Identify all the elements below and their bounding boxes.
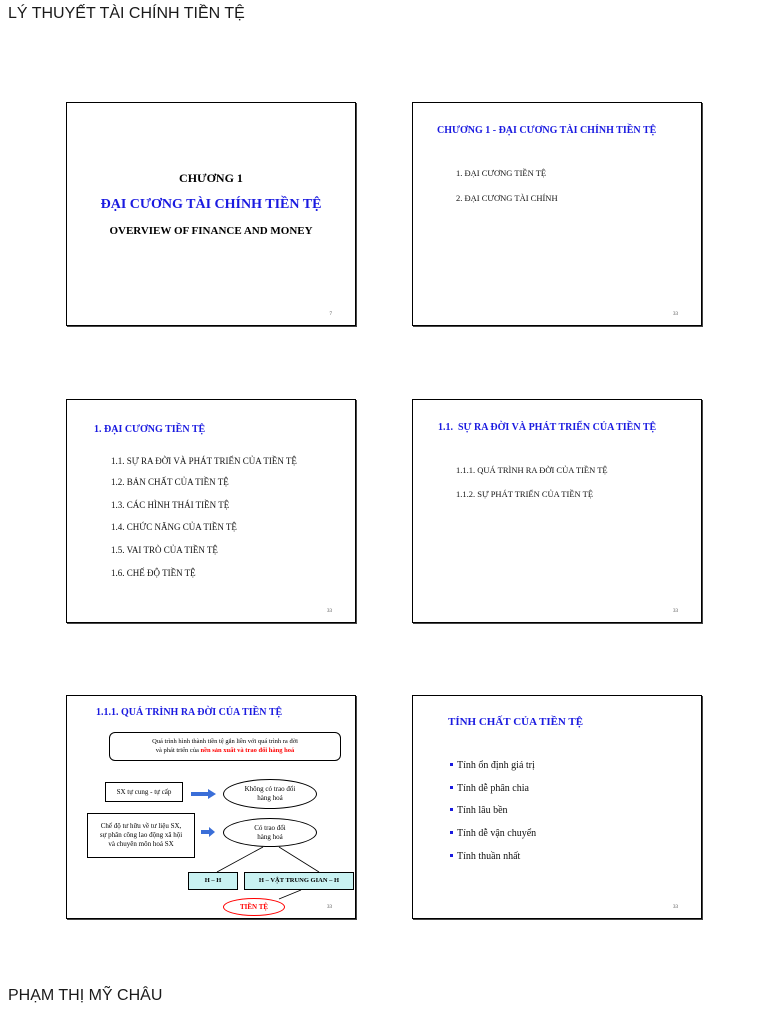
ellipse-text: Không có trao đổi bbox=[244, 785, 296, 794]
list-item bbox=[450, 829, 536, 839]
private-ownership-box bbox=[87, 813, 195, 858]
exchange-ellipse bbox=[223, 818, 317, 847]
ellipse-text: hàng hoá bbox=[257, 794, 283, 802]
connector-line bbox=[279, 847, 319, 872]
ellipse-text: hàng hoá bbox=[257, 832, 283, 841]
slide-page-number: 33 bbox=[327, 609, 332, 614]
chapter-title: ĐẠI CƯƠNG TÀI CHÍNH TIỀN TỆ bbox=[100, 197, 322, 212]
slide-origin-diagram bbox=[66, 695, 356, 919]
list-item: 1.3. CÁC HÌNH THÁI TIỀN TỆ bbox=[111, 500, 230, 510]
arrow-right-icon bbox=[191, 789, 216, 799]
list-item bbox=[450, 852, 520, 862]
ellipse-text: TIỀN TỆ bbox=[239, 902, 269, 911]
list-item: 1.6. CHẾ ĐỘ TIỀN TỆ bbox=[111, 568, 196, 578]
bullet-text: Tính dễ phân chia bbox=[457, 783, 529, 794]
list-item: 1.4. CHỨC NĂNG CỦA TIỀN TỆ bbox=[111, 522, 237, 532]
box-text: H – H bbox=[204, 876, 222, 884]
chapter-label: CHƯƠNG 1 bbox=[179, 171, 243, 185]
document-header-title: LÝ THUYẾT TÀI CHÍNH TIỀN TỆ bbox=[8, 5, 245, 22]
intro-line bbox=[156, 747, 295, 755]
no-exchange-ellipse bbox=[223, 779, 317, 809]
box-text: Chế độ tư hữu về tư liệu SX, bbox=[100, 822, 182, 831]
list-item bbox=[450, 806, 508, 816]
bullet-icon bbox=[450, 808, 453, 811]
intermediary-exchange-box bbox=[244, 872, 354, 890]
box-text: SX tự cung - tự cấp bbox=[116, 787, 172, 796]
slide-title: CHƯƠNG 1 - ĐẠI CƯƠNG TÀI CHÍNH TIỀN TỆ bbox=[437, 125, 657, 136]
barter-box bbox=[188, 872, 238, 890]
list-item bbox=[450, 784, 529, 794]
bullet-text: Tính lâu bền bbox=[457, 805, 508, 816]
intro-prefix: và phát triển của bbox=[155, 746, 199, 754]
bullet-icon bbox=[450, 786, 453, 789]
slide-page-number: 33 bbox=[673, 312, 678, 317]
list-item: 1.2. BẢN CHẤT CỦA TIỀN TỆ bbox=[111, 477, 229, 487]
bullet-icon bbox=[450, 831, 453, 834]
list-item: 1.1.1. QUÁ TRÌNH RA ĐỜI CỦA TIỀN TỆ bbox=[456, 465, 608, 475]
slide-page-number: 33 bbox=[673, 905, 678, 910]
arrow-right-icon bbox=[201, 827, 215, 837]
slide-page-number: 7 bbox=[329, 312, 332, 317]
bullet-icon bbox=[450, 854, 453, 857]
box-text: H – VẬT TRUNG GIAN – H bbox=[258, 876, 340, 884]
list-item: 1.5. VAI TRÒ CỦA TIỀN TỆ bbox=[111, 545, 218, 555]
bullet-text: Tính thuần nhất bbox=[457, 851, 521, 862]
slide-chapter-outline bbox=[412, 102, 702, 326]
document-footer-author: PHẠM THỊ MỸ CHÂU bbox=[8, 987, 163, 1004]
ellipse-text: Có trao đổi bbox=[254, 823, 286, 832]
slide-page-number: 33 bbox=[327, 905, 332, 910]
intro-statement-box bbox=[109, 732, 341, 761]
slide-title: 1.1. SỰ RA ĐỜI VÀ PHÁT TRIỂN CỦA TIỀN TỆ bbox=[438, 422, 657, 433]
self-sufficient-production-box bbox=[105, 782, 183, 802]
slide-chapter-cover bbox=[66, 102, 356, 326]
intro-highlight: nền sản xuất và trao đổi hàng hoá bbox=[200, 746, 295, 754]
connector-line bbox=[279, 890, 301, 899]
chapter-subtitle: OVERVIEW OF FINANCE AND MONEY bbox=[109, 225, 313, 237]
box-text: và chuyên môn hoá SX bbox=[108, 839, 174, 848]
connector-line bbox=[217, 847, 263, 872]
slide-page-number: 33 bbox=[673, 609, 678, 614]
slide-money-properties bbox=[412, 695, 702, 919]
list-item bbox=[450, 761, 535, 771]
box-text: sự phân công lao động xã hội bbox=[99, 831, 183, 840]
slide-title: TÍNH CHẤT CỦA TIỀN TỆ bbox=[448, 716, 584, 728]
money-outcome-ellipse bbox=[223, 898, 285, 916]
slide-title: 1. ĐẠI CƯƠNG TIỀN TỆ bbox=[94, 424, 206, 435]
slide-title: 1.1.1. QUÁ TRÌNH RA ĐỜI CỦA TIỀN TỆ bbox=[96, 707, 283, 718]
list-item: 1. ĐẠI CƯƠNG TIỀN TỆ bbox=[456, 168, 547, 178]
list-item: 1.1. SỰ RA ĐỜI VÀ PHÁT TRIỂN CỦA TIỀN TỆ bbox=[111, 456, 297, 466]
bullet-icon bbox=[450, 763, 453, 766]
slide-money-overview bbox=[66, 399, 356, 623]
intro-line: Quá trình hình thành tiền tệ gắn liền với quá trình ra đời bbox=[152, 738, 298, 746]
list-item: 2. ĐẠI CƯƠNG TÀI CHÍNH bbox=[456, 193, 558, 203]
list-item: 1.1.2. SỰ PHÁT TRIỂN CỦA TIỀN TỆ bbox=[456, 489, 594, 499]
slide-origin-development bbox=[412, 399, 702, 623]
bullet-text: Tính dễ vận chuyển bbox=[457, 828, 537, 839]
bullet-text: Tính ổn định giá trị bbox=[457, 760, 535, 771]
